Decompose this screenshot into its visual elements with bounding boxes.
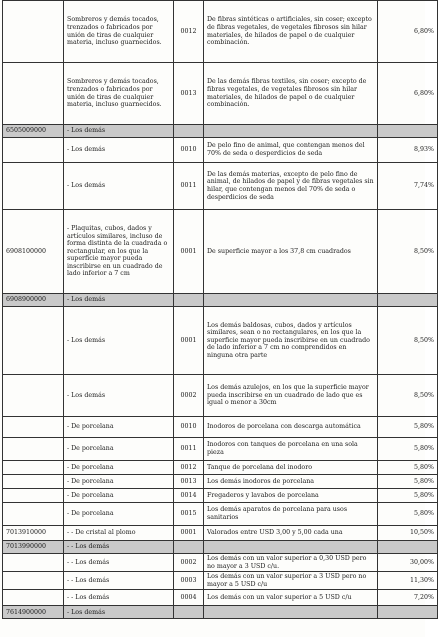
hs-code-cell (3, 138, 64, 163)
description-cell: - De porcelana (64, 503, 174, 526)
description-cell: - De porcelana (64, 417, 174, 438)
rate-cell: 5,80% (378, 417, 438, 438)
subheading-cell: 0013 (174, 63, 204, 125)
detail-cell (204, 294, 378, 307)
hs-code-cell: 6908100000 (3, 210, 64, 294)
table-row (3, 590, 438, 606)
detail-cell: Inodoros con tanques de porcelana en una sola pieza (204, 438, 378, 461)
hs-code-cell (3, 572, 64, 590)
subheading-cell: 0002 (174, 554, 204, 572)
rate-cell: 30,00% (378, 554, 438, 572)
rate-cell: 5,80% (378, 489, 438, 503)
detail-cell: Los demás con un valor superior a 5 USD c/u (204, 590, 378, 606)
table-row (3, 461, 438, 475)
subheading-cell: 0001 (174, 210, 204, 294)
description-cell: - - Los demás (64, 541, 174, 554)
description-cell: - Los demás (64, 606, 174, 619)
hs-code-cell (3, 475, 64, 489)
rate-cell: 5,80% (378, 461, 438, 475)
rate-cell: 5,80% (378, 438, 438, 461)
hs-code-cell: 7013990000 (3, 541, 64, 554)
hs-code-cell (3, 307, 64, 375)
subheading-cell: 0003 (174, 572, 204, 590)
detail-cell: De las demás fibras textiles, sin coser; excepto de fibras vegetales, de vegetales fibrosos sin hilar materiales, de hilados de papel o de cualquier combinación. (204, 63, 378, 125)
subheading-cell: 0015 (174, 503, 204, 526)
detail-cell (204, 606, 378, 619)
hs-code-cell (3, 590, 64, 606)
rate-cell: 7,20% (378, 590, 438, 606)
rate-cell (378, 294, 438, 307)
subheading-cell: 0013 (174, 475, 204, 489)
detail-cell (204, 125, 378, 138)
rate-cell (378, 125, 438, 138)
heading-row (3, 606, 438, 619)
detail-cell: Inodoros de porcelana con descarga automática (204, 417, 378, 438)
table-row (3, 210, 438, 294)
table-row (3, 554, 438, 572)
hs-code-cell (3, 417, 64, 438)
rate-cell: 8,50% (378, 375, 438, 417)
detail-cell: Los demás inodoros de porcelana (204, 475, 378, 489)
rate-cell: 5,80% (378, 503, 438, 526)
hs-code-cell: 7013910000 (3, 526, 64, 541)
description-cell: - Los demás (64, 138, 174, 163)
tariff-table-body (3, 1, 438, 619)
description-cell: Sombreros y demás tocados, trenzados o fabricados por unión de tiras de cualquier materia, incluso guarnecidos. (64, 63, 174, 125)
description-cell: - Los demás (64, 375, 174, 417)
description-cell: - - Los demás (64, 590, 174, 606)
table-row (3, 1, 438, 63)
description-cell: - De porcelana (64, 438, 174, 461)
table-row (3, 163, 438, 210)
hs-code-cell (3, 375, 64, 417)
table-row (3, 572, 438, 590)
table-row (3, 526, 438, 541)
description-cell: - De porcelana (64, 489, 174, 503)
hs-code-cell: 6908900000 (3, 294, 64, 307)
description-cell: - De porcelana (64, 475, 174, 489)
hs-code-cell (3, 163, 64, 210)
hs-code-cell (3, 1, 64, 63)
description-cell: - Los demás (64, 294, 174, 307)
rate-cell: 6,80% (378, 63, 438, 125)
rate-cell: 6,80% (378, 1, 438, 63)
heading-row (3, 541, 438, 554)
rate-cell: 11,30% (378, 572, 438, 590)
description-cell: - Plaquitas, cubos, dados y artículos similares, incluso de forma distinta de la cuadrada o rectangular, en los que la superficie mayor pueda inscribirse en un cuadrado de lado inferior a 7 cm (64, 210, 174, 294)
rate-cell (378, 606, 438, 619)
subheading-cell: 0004 (174, 590, 204, 606)
detail-cell (204, 541, 378, 554)
rate-cell: 5,80% (378, 475, 438, 489)
description-cell: - Los demás (64, 125, 174, 138)
table-row (3, 63, 438, 125)
detail-cell: De pelo fino de animal, que contengan menos del 70% de seda o desperdicios de seda (204, 138, 378, 163)
table-row (3, 475, 438, 489)
hs-code-cell (3, 438, 64, 461)
subheading-cell: 0011 (174, 163, 204, 210)
detail-cell: De fibras sintéticas o artificiales, sin coser; excepto de fibras vegetales, de vegetales fibrosos sin hilar materiales, de hilados de papel o de cualquier combinación. (204, 1, 378, 63)
subheading-cell: 0001 (174, 526, 204, 541)
table-row (3, 503, 438, 526)
detail-cell: De las demás materias, excepto de pelo fino de animal, de hilados de papel y de fibras vegetales sin hilar, que contengan menos del 70% de seda o desperdicios de seda (204, 163, 378, 210)
table-row (3, 138, 438, 163)
hs-code-cell: 7614900000 (3, 606, 64, 619)
subheading-cell: 0010 (174, 138, 204, 163)
subheading-cell: 0012 (174, 1, 204, 63)
description-cell: - De porcelana (64, 461, 174, 475)
table-row (3, 375, 438, 417)
table-row (3, 438, 438, 461)
detail-cell: Tanque de porcelana del inodoro (204, 461, 378, 475)
subheading-cell: 0010 (174, 417, 204, 438)
subheading-cell: 0014 (174, 489, 204, 503)
table-row (3, 417, 438, 438)
description-cell: - Los demás (64, 163, 174, 210)
table-row (3, 307, 438, 375)
tariff-table (2, 0, 438, 619)
hs-code-cell (3, 461, 64, 475)
rate-cell: 8,93% (378, 138, 438, 163)
detail-cell: Los demás con un valor superior a 3 USD pero no mayor a 5 USD c/u (204, 572, 378, 590)
heading-row (3, 294, 438, 307)
hs-code-cell (3, 489, 64, 503)
description-cell: - - De cristal al plomo (64, 526, 174, 541)
detail-cell: Los demás aparatos de porcelana para usos sanitarios (204, 503, 378, 526)
description-cell: - Los demás (64, 307, 174, 375)
description-cell: Sombreros y demás tocados, trenzados o fabricados por unión de tiras de cualquier materia, incluso guarnecidos. (64, 1, 174, 63)
rate-cell: 8,50% (378, 210, 438, 294)
rate-cell: 8,50% (378, 307, 438, 375)
subheading-cell (174, 541, 204, 554)
detail-cell: Valorados entre USD 3,00 y 5,00 cada una (204, 526, 378, 541)
rate-cell (378, 541, 438, 554)
hs-code-cell (3, 554, 64, 572)
detail-cell: Fregaderos y lavabos de porcelana (204, 489, 378, 503)
subheading-cell (174, 294, 204, 307)
subheading-cell: 0002 (174, 375, 204, 417)
hs-code-cell (3, 63, 64, 125)
subheading-cell: 0001 (174, 307, 204, 375)
description-cell: - - Los demás (64, 554, 174, 572)
description-cell: - - Los demás (64, 572, 174, 590)
hs-code-cell: 6505009000 (3, 125, 64, 138)
table-row (3, 489, 438, 503)
rate-cell: 7,74% (378, 163, 438, 210)
subheading-cell: 0011 (174, 438, 204, 461)
rate-cell: 10,50% (378, 526, 438, 541)
detail-cell: Los demás con un valor superior a 0,30 USD pero no mayor a 3 USD c/u. (204, 554, 378, 572)
heading-row (3, 125, 438, 138)
detail-cell: De superficie mayor a los 37,8 cm cuadrados (204, 210, 378, 294)
subheading-cell (174, 125, 204, 138)
hs-code-cell (3, 503, 64, 526)
detail-cell: Los demás azulejos, en los que la superficie mayor pueda inscribirse en un cuadrado de lado que es igual o menor a 30cm (204, 375, 378, 417)
subheading-cell: 0012 (174, 461, 204, 475)
detail-cell: Los demás baldosas, cubos, dados y artículos similares, sean o no rectangulares, en los que la superficie mayor pueda inscribirse en un cuadrado de lado inferior a 7 cm no comprendidos en ninguna otra parte (204, 307, 378, 375)
subheading-cell (174, 606, 204, 619)
